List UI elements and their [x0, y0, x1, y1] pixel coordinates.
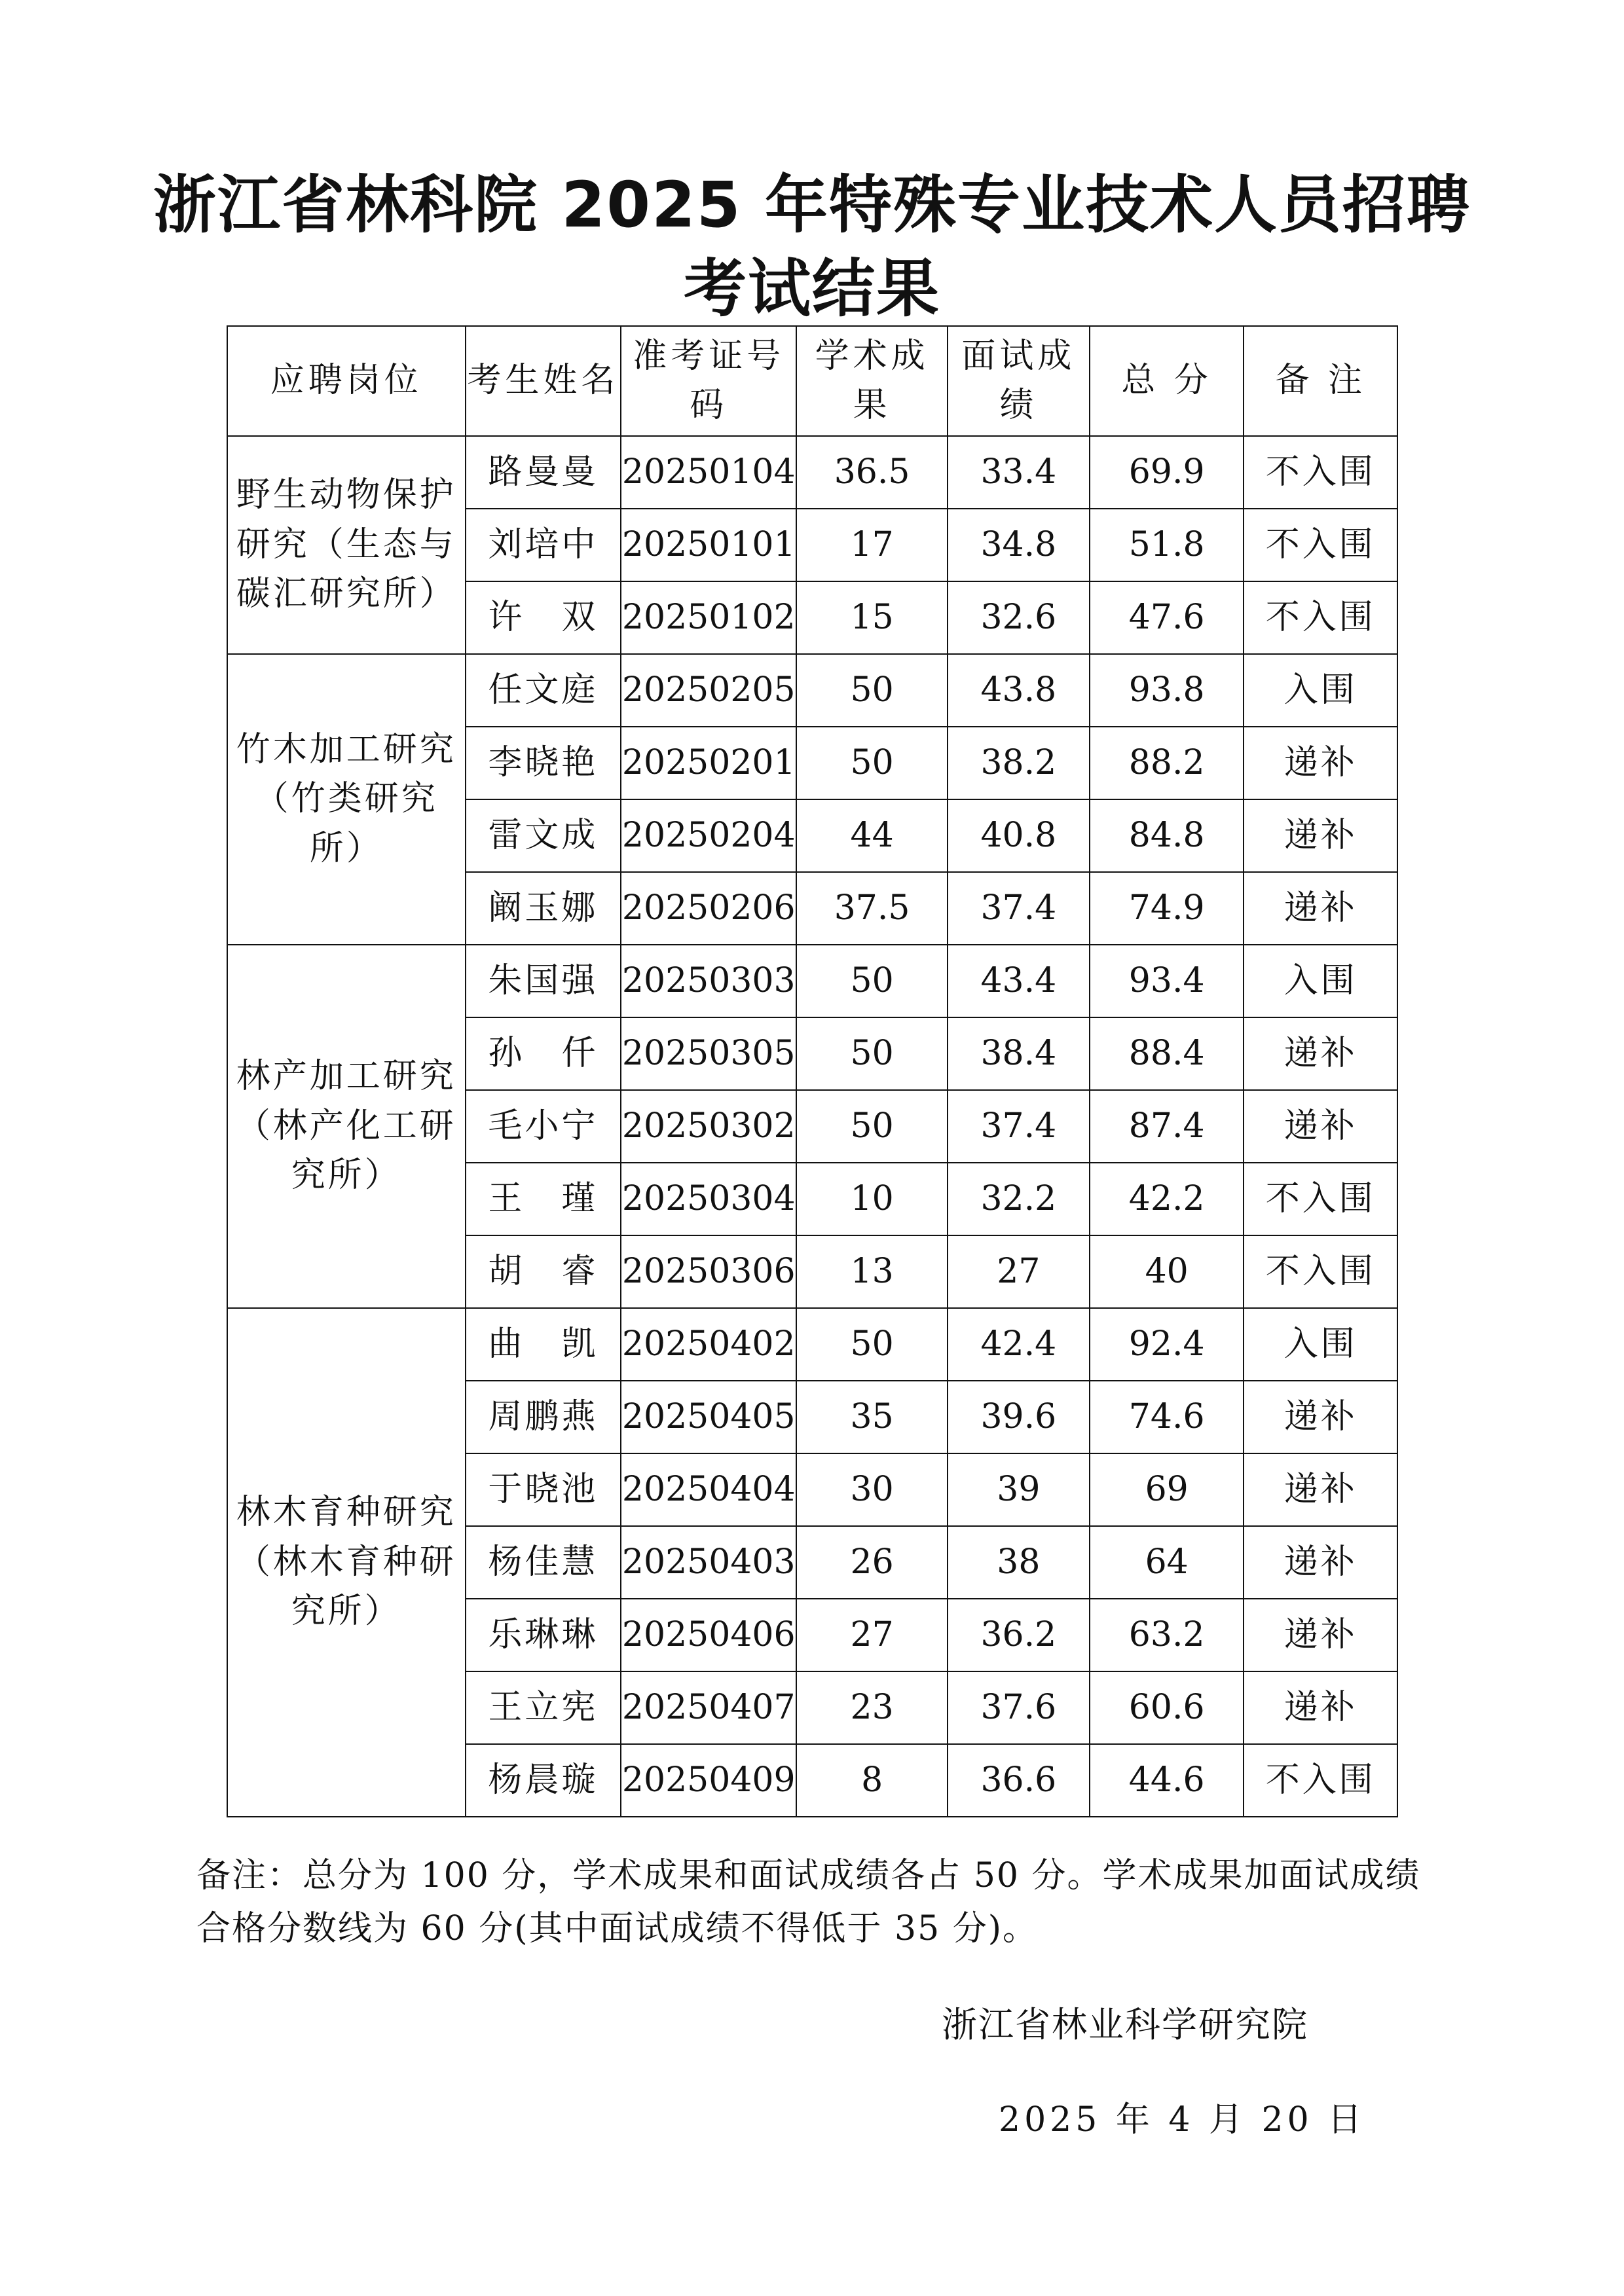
document-title-line1: 浙江省林科院 2025 年特殊专业技术人员招聘 — [153, 168, 1471, 242]
candidate-name-cell: 刘培中 — [466, 509, 621, 581]
exam-number-cell: 20250402 — [621, 1308, 796, 1381]
total-score-cell: 47.6 — [1090, 581, 1244, 654]
table-body — [227, 436, 1397, 1817]
interview-score-cell: 37.6 — [948, 1671, 1090, 1744]
academic-score-cell: 10 — [796, 1163, 947, 1235]
header-candidate-name: 考生姓名 — [466, 326, 621, 436]
academic-score-cell: 50 — [796, 1017, 947, 1090]
interview-score-cell: 32.6 — [948, 581, 1090, 654]
interview-score-cell: 27 — [948, 1235, 1090, 1308]
candidate-name-cell: 王立宪 — [466, 1671, 621, 1744]
exam-number-cell: 20250305 — [621, 1017, 796, 1090]
position-cell: 竹木加工研究（竹类研究所） — [227, 654, 466, 945]
interview-score-cell: 43.8 — [948, 654, 1090, 727]
total-score-cell: 88.4 — [1090, 1017, 1244, 1090]
remark-cell: 递补 — [1244, 727, 1397, 799]
remark-cell: 不入围 — [1244, 1744, 1397, 1817]
total-score-cell: 44.6 — [1090, 1744, 1244, 1817]
total-score-cell: 93.4 — [1090, 945, 1244, 1017]
document-title-line2: 考试结果 — [684, 252, 940, 325]
interview-score-cell: 38.2 — [948, 727, 1090, 799]
academic-score-cell: 50 — [796, 1308, 947, 1381]
exam-number-cell: 20250204 — [621, 799, 796, 872]
academic-score-cell: 13 — [796, 1235, 947, 1308]
total-score-cell: 40 — [1090, 1235, 1244, 1308]
position-cell: 林木育种研究（林木育种研究所） — [227, 1308, 466, 1817]
interview-score-cell: 32.2 — [948, 1163, 1090, 1235]
total-score-cell: 42.2 — [1090, 1163, 1244, 1235]
exam-number-cell: 20250304 — [621, 1163, 796, 1235]
candidate-name-cell: 王 瑾 — [466, 1163, 621, 1235]
remark-cell: 入围 — [1244, 945, 1397, 1017]
remark-cell: 递补 — [1244, 1599, 1397, 1671]
total-score-cell: 87.4 — [1090, 1090, 1244, 1163]
remark-cell: 不入围 — [1244, 436, 1397, 509]
position-cell: 林产加工研究（林产化工研究所） — [227, 945, 466, 1308]
interview-score-cell: 38.4 — [948, 1017, 1090, 1090]
remark-cell: 递补 — [1244, 872, 1397, 945]
remark-cell: 不入围 — [1244, 1163, 1397, 1235]
header-position: 应聘岗位 — [227, 326, 466, 436]
interview-score-cell: 36.6 — [948, 1744, 1090, 1817]
position-cell: 野生动物保护研究（生态与碳汇研究所） — [227, 436, 466, 654]
candidate-name-cell: 任文庭 — [466, 654, 621, 727]
total-score-cell: 93.8 — [1090, 654, 1244, 727]
academic-score-cell: 17 — [796, 509, 947, 581]
issuing-organization: 浙江省林业科学研究院 — [942, 2004, 1308, 2045]
exam-number-cell: 20250201 — [621, 727, 796, 799]
exam-number-cell: 20250404 — [621, 1453, 796, 1526]
interview-score-cell: 38 — [948, 1526, 1090, 1599]
academic-score-cell: 35 — [796, 1381, 947, 1453]
interview-score-cell: 39.6 — [948, 1381, 1090, 1453]
remark-cell: 递补 — [1244, 1090, 1397, 1163]
footnote: 备注：总分为 100 分，学术成果和面试成绩各占 50 分。学术成果加面试成绩合格分数线为 60 分(其中面试成绩不得低于 35 分)。 — [196, 1856, 1421, 1948]
results-table — [227, 325, 1398, 1817]
academic-score-cell: 27 — [796, 1599, 947, 1671]
candidate-name-cell: 乐琳琳 — [466, 1599, 621, 1671]
remark-cell: 递补 — [1244, 799, 1397, 872]
candidate-name-cell: 路曼曼 — [466, 436, 621, 509]
candidate-name-cell: 毛小宁 — [466, 1090, 621, 1163]
exam-number-cell: 20250206 — [621, 872, 796, 945]
total-score-cell: 74.6 — [1090, 1381, 1244, 1453]
exam-number-cell: 20250101 — [621, 509, 796, 581]
candidate-name-cell: 杨晨璇 — [466, 1744, 621, 1817]
candidate-name-cell: 许 双 — [466, 581, 621, 654]
remark-cell: 不入围 — [1244, 1235, 1397, 1308]
interview-score-cell: 39 — [948, 1453, 1090, 1526]
academic-score-cell: 37.5 — [796, 872, 947, 945]
interview-score-cell: 37.4 — [948, 1090, 1090, 1163]
candidate-name-cell: 朱国强 — [466, 945, 621, 1017]
interview-score-cell: 37.4 — [948, 872, 1090, 945]
interview-score-cell: 34.8 — [948, 509, 1090, 581]
candidate-name-cell: 阚玉娜 — [466, 872, 621, 945]
interview-score-cell: 43.4 — [948, 945, 1090, 1017]
remark-cell: 递补 — [1244, 1017, 1397, 1090]
candidate-name-cell: 李晓艳 — [466, 727, 621, 799]
interview-score-cell: 40.8 — [948, 799, 1090, 872]
table-row — [227, 1308, 1397, 1381]
exam-number-cell: 20250104 — [621, 436, 796, 509]
total-score-cell: 88.2 — [1090, 727, 1244, 799]
total-score-cell: 51.8 — [1090, 509, 1244, 581]
total-score-cell: 64 — [1090, 1526, 1244, 1599]
exam-number-cell: 20250405 — [621, 1381, 796, 1453]
candidate-name-cell: 周鹏燕 — [466, 1381, 621, 1453]
remark-cell: 不入围 — [1244, 509, 1397, 581]
exam-number-cell: 20250406 — [621, 1599, 796, 1671]
exam-number-cell: 20250302 — [621, 1090, 796, 1163]
candidate-name-cell: 于晓池 — [466, 1453, 621, 1526]
interview-score-cell: 42.4 — [948, 1308, 1090, 1381]
remark-cell: 入围 — [1244, 654, 1397, 727]
academic-score-cell: 8 — [796, 1744, 947, 1817]
header-academic: 学术成果 — [796, 326, 947, 436]
academic-score-cell: 36.5 — [796, 436, 947, 509]
exam-number-cell: 20250403 — [621, 1526, 796, 1599]
total-score-cell: 74.9 — [1090, 872, 1244, 945]
candidate-name-cell: 雷文成 — [466, 799, 621, 872]
academic-score-cell: 50 — [796, 654, 947, 727]
interview-score-cell: 33.4 — [948, 436, 1090, 509]
academic-score-cell: 50 — [796, 945, 947, 1017]
header-total: 总 分 — [1090, 326, 1244, 436]
table-row — [227, 945, 1397, 1017]
header-exam-number: 准考证号码 — [621, 326, 796, 436]
academic-score-cell: 50 — [796, 1090, 947, 1163]
remark-cell: 入围 — [1244, 1308, 1397, 1381]
interview-score-cell: 36.2 — [948, 1599, 1090, 1671]
academic-score-cell: 30 — [796, 1453, 947, 1526]
issue-date: 2025 年 4 月 20 日 — [999, 2100, 1366, 2140]
total-score-cell: 63.2 — [1090, 1599, 1244, 1671]
exam-number-cell: 20250205 — [621, 654, 796, 727]
candidate-name-cell: 杨佳慧 — [466, 1526, 621, 1599]
candidate-name-cell: 胡 睿 — [466, 1235, 621, 1308]
exam-number-cell: 20250102 — [621, 581, 796, 654]
total-score-cell: 69.9 — [1090, 436, 1244, 509]
header-interview: 面试成绩 — [948, 326, 1090, 436]
exam-number-cell: 20250407 — [621, 1671, 796, 1744]
academic-score-cell: 26 — [796, 1526, 947, 1599]
candidate-name-cell: 曲 凯 — [466, 1308, 621, 1381]
total-score-cell: 84.8 — [1090, 799, 1244, 872]
candidate-name-cell: 孙 仟 — [466, 1017, 621, 1090]
academic-score-cell: 44 — [796, 799, 947, 872]
exam-number-cell: 20250303 — [621, 945, 796, 1017]
remark-cell: 不入围 — [1244, 581, 1397, 654]
remark-cell: 递补 — [1244, 1381, 1397, 1453]
academic-score-cell: 23 — [796, 1671, 947, 1744]
exam-number-cell: 20250409 — [621, 1744, 796, 1817]
table-row — [227, 654, 1397, 727]
total-score-cell: 92.4 — [1090, 1308, 1244, 1381]
remark-cell: 递补 — [1244, 1453, 1397, 1526]
exam-number-cell: 20250306 — [621, 1235, 796, 1308]
remark-cell: 递补 — [1244, 1526, 1397, 1599]
remark-cell: 递补 — [1244, 1671, 1397, 1744]
academic-score-cell: 50 — [796, 727, 947, 799]
total-score-cell: 60.6 — [1090, 1671, 1244, 1744]
table-header-row — [227, 326, 1397, 436]
total-score-cell: 69 — [1090, 1453, 1244, 1526]
table-row — [227, 436, 1397, 509]
academic-score-cell: 15 — [796, 581, 947, 654]
header-remark: 备 注 — [1244, 326, 1397, 436]
